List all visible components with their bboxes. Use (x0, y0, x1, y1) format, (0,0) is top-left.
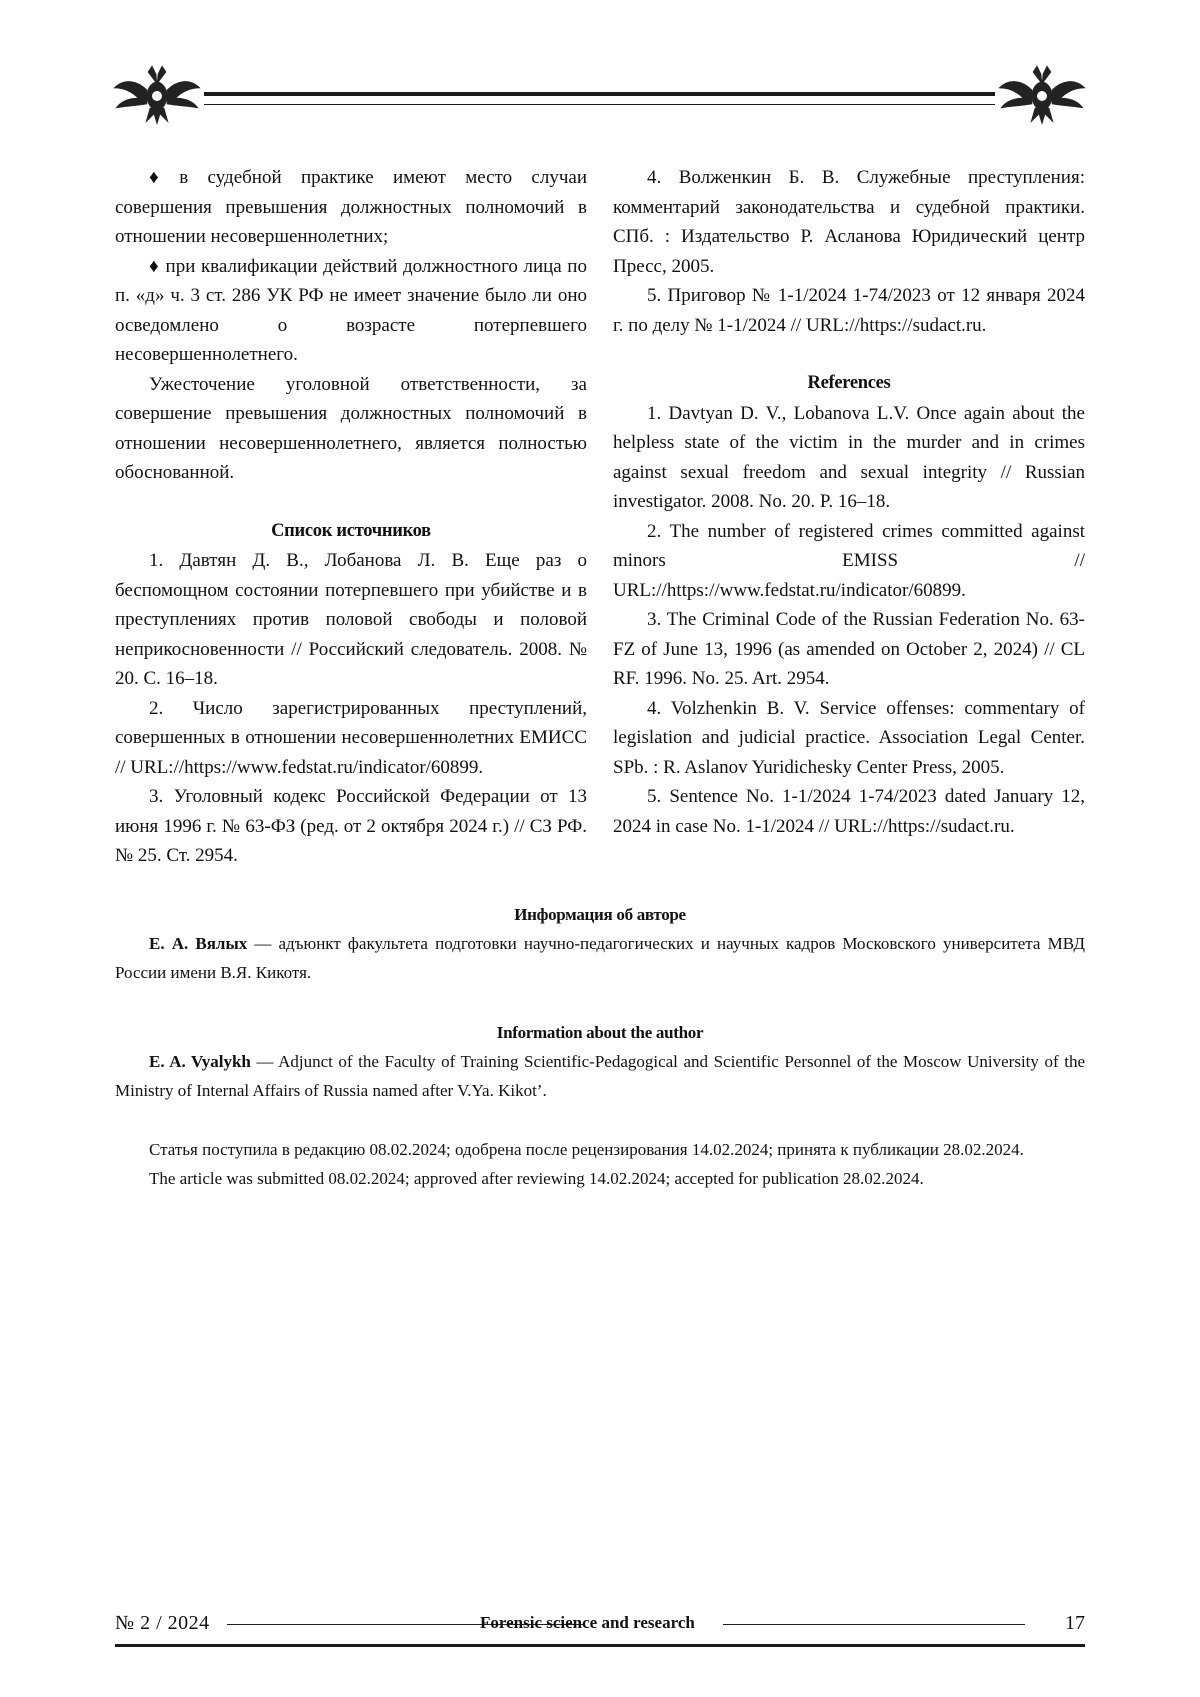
author-name: Е. А. Вялых (149, 934, 248, 953)
left-column (115, 163, 587, 871)
bullet-paragraph: ♦ при квалификации действий должностного лица по п. «д» ч. 3 ст. 286 УК РФ не имеет значение было ли оно осведомлено о возрасте потерпевшего несовершеннолетнего. (115, 255, 587, 365)
source-item: 3. Уголовный кодекс Российской Федерации от 13 июня 1996 г. № 63-ФЗ (ред. от 2 октября 2024 г.) // СЗ РФ. № 25. Ст. 2954. (115, 786, 587, 866)
reference-item: 4. Volzhenkin B. V. Service offenses: commentary of legislation and judicial practice. Association Legal Center. SPb. : R. Aslanov Yuridichesky Center Press, 2005. (613, 697, 1085, 778)
source-item: 1. Давтян Д. В., Лобанова Л. В. Еще раз о беспомощном состоянии потерпевшего при убийстве и в преступлениях против половой свободы и половой неприкосновенности // Российский следователь. 2008. № 20. С. 16–18. (115, 550, 587, 689)
page-footer (115, 1612, 1085, 1652)
two-column-body (115, 163, 1085, 871)
author-info-ru (115, 900, 1085, 987)
source-item: 2. Число зарегистрированных преступлений, совершенных в отношении несовершеннолетних ЕМИСС // URL://https://www.fedstat.ru/indicator/60899. (115, 697, 587, 778)
dates-ru: Статья поступила в редакцию 08.02.2024; одобрена после рецензирования 14.02.2024; принята к публикации 28.02.2024. (149, 1140, 1024, 1159)
page-number: 17 (1065, 1612, 1085, 1634)
references-heading: References (807, 373, 891, 393)
page-header (112, 62, 1087, 132)
author-name: E. A. Vyalykh (149, 1052, 251, 1071)
eagle-emblem-icon (112, 62, 202, 126)
sources-heading: Список источников (271, 520, 431, 541)
author-info-heading: Информация об авторе (514, 905, 686, 924)
header-rule (204, 92, 995, 105)
diamond-bullet-icon: ♦ (149, 167, 174, 188)
issue-number: № 2 / 2024 (115, 1612, 210, 1634)
dates-en: The article was submitted 08.02.2024; approved after reviewing 14.02.2024; accepted for publication 28.02.2024. (149, 1169, 924, 1188)
eagle-emblem-icon (997, 62, 1087, 126)
publication-dates (115, 1135, 1085, 1193)
journal-title: Forensic science and research (480, 1613, 695, 1632)
footer-bottom-rule (115, 1644, 1085, 1647)
author-info-text: E. A. Vyalykh — Adjunct of the Faculty of Training Scientific-Pedagogical and Scientific Personnel of the Moscow University of the Ministry of Internal Affairs of Russia named after V.Ya. Kikot’. (115, 1052, 1085, 1100)
reference-item: 5. Sentence No. 1-1/2024 1-74/2023 dated January 12, 2024 in case No. 1-1/2024 // URL://https://sudact.ru. (613, 786, 1085, 837)
author-info-text: Е. А. Вялых — адъюнкт факультета подготовки научно-педагогических и научных кадров Московского университета МВД России имени В.Я. Кикотя. (115, 934, 1085, 982)
reference-item: 3. The Criminal Code of the Russian Federation No. 63-FZ of June 13, 1996 (as amended on October 2, 2024) // CL RF. 1996. No. 25. Art. 2954. (613, 609, 1085, 689)
source-item: 5. Приговор № 1-1/2024 1-74/2023 от 12 января 2024 г. по делу № 1-1/2024 // URL://https://sudact.ru. (613, 285, 1085, 336)
source-item: 4. Волженкин Б. В. Служебные преступления: комментарий законодательства и судебной практики. СПб. : Издательство Р. Асланова Юридический центр Пресс, 2005. (613, 167, 1085, 277)
right-column (613, 163, 1085, 871)
diamond-bullet-icon: ♦ (149, 255, 160, 277)
author-info-heading: Information about the author (496, 1023, 704, 1042)
reference-item: 1. Davtyan D. V., Lobanova L.V. Once again about the helpless state of the victim in the murder and in crimes against sexual freedom and sexual integrity // Russian investigator. 2008. No. 20. P. 16–18. (613, 402, 1085, 512)
reference-item: 2. The number of registered crimes committed against minors EMISS // URL://https://www.fedstat.ru/indicator/60899. (613, 520, 1085, 601)
bullet-paragraph: ♦ в судебной практике имеют место случаи совершения превышения должностных полномочий в отношении несовершеннолетних; (115, 167, 587, 247)
conclusion-paragraph: Ужесточение уголовной ответственности, за совершение превышения должностных полномочий в отношении несовершеннолетнего, является полностью обоснованной. (115, 373, 587, 483)
footer-rule (723, 1624, 1025, 1625)
author-info-en (115, 1018, 1085, 1105)
